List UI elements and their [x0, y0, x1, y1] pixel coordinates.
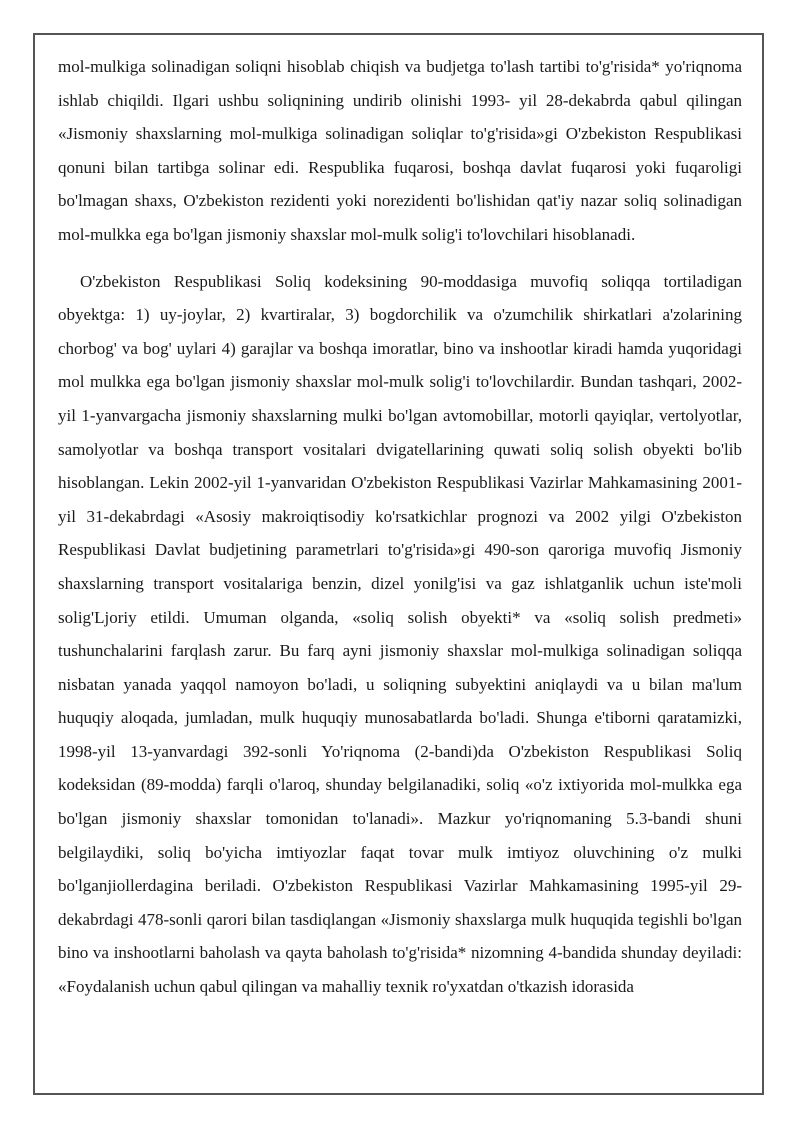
paragraph-1: mol-mulkiga solinadigan soliqni hisoblab chiqish va budjetga to'lash tartibi to'g'risida* yo'riqnoma ishlab chiqildi. Ilgari ushbu soliqnining undirib olinishi 1993- yil 28-dekabrda qabul qilingan «Jismoniy shaxslarning mol-mulkiga solinadigan soliqlar to'g'risida»gi O'zbekiston Respublikasi qonuni bilan tartibga solinar edi. Respublika fuqarosi, boshqa davlat fuqarosi yoki fuqaroligi bo'lmagan shaxs, O'zbekiston rezidenti yoki norezidenti bo'lishidan qat'iy nazar soliq solinadigan mol-mulkka ega bo'lgan jismoniy shaxslar mol-mulk solig'i to'lovchilari hisoblanadi.: [58, 57, 742, 244]
document-body: [58, 50, 742, 1004]
paragraph-2: O'zbekiston Respublikasi Soliq kodeksining 90-moddasiga muvofiq soliqqa tortiladigan obyektga: 1) uy-joylar, 2) kvartiralar, 3) bogdorchilik va o'zumchilik shirkatlari a'zolarining chorbog' va bog' uylari 4) garajlar va boshqa imoratlar, bino va inshootlar kiradi hamda yuqoridagi mol mulkka ega bo'lgan jismoniy shaxslar mol-mulk solig'i to'lovchilardir. Bundan tashqari, 2002-yil 1-yanvargacha jismoniy shaxslarning mulki bo'lgan avtomobillar, motorli qayiqlar, vertolyotlar, samolyotlar va boshqa transport vositalari dvigatellarining quwati soliq solish obyekti bo'lib hisoblangan. Lekin 2002-yil 1-yanvaridan O'zbekiston Respublikasi Vazirlar Mahkamasining 2001-yil 31-dekabrdagi «Asosiy makroiqtisodiy ko'rsatkichlar prognozi va 2002 yilgi O'zbekiston Respublikasi Davlat budjetining parametrlari to'g'risida»gi 490-son qaroriga muvofiq Jismoniy shaxslarning transport vositalariga benzin, dizel yonilg'isi va gaz ishlatganlik uchun iste'moli solig'Ljoriy etildi. Umuman olganda, «soliq solish obyekti* va «soliq solish predmeti» tushunchalarini farqlash zarur. Bu farq ayni jismoniy shaxslar mol-mulkiga solinadigan soliqqa nisbatan yanada yaqqol namoyon bo'ladi, u soliqning subyektini aniqlaydi va u bilan ma'lum huquqiy aloqada, jumladan, mulk huquqiy munosabatlarda bo'ladi. Shunga e'tiborni qaratamizki, 1998-yil 13-yanvardagi 392-sonli Yo'riqnoma (2-bandi)da O'zbekiston Respublikasi Soliq kodeksidan (89-modda) farqli o'laroq, shunday belgilanadiki, soliq «o'z ixtiyorida mol-mulkka ega bo'lgan jismoniy shaxslar tomonidan to'lanadi». Mazkur yo'riqnomaning 5.3-bandi shuni belgilaydiki, soliq bo'yicha imtiyozlar faqat tovar mulk imtiyoz oluvchining o'z mulki bo'lganjiollerdagina beriladi. O'zbekiston Respublikasi Vazirlar Mahkamasining 1995-yil 29-dekabrdagi 478-sonli qarori bilan tasdiqlangan «Jismoniy shaxslarga mulk huquqida tegishli bo'lgan bino va inshootlarni baholash va qayta baholash to'g'risida* nizomning 4-bandida shunday deyiladi: «Foydalanish uchun qabul qilingan va mahalliy texnik ro'yxatdan o'tkazish idorasida: [58, 271, 742, 997]
